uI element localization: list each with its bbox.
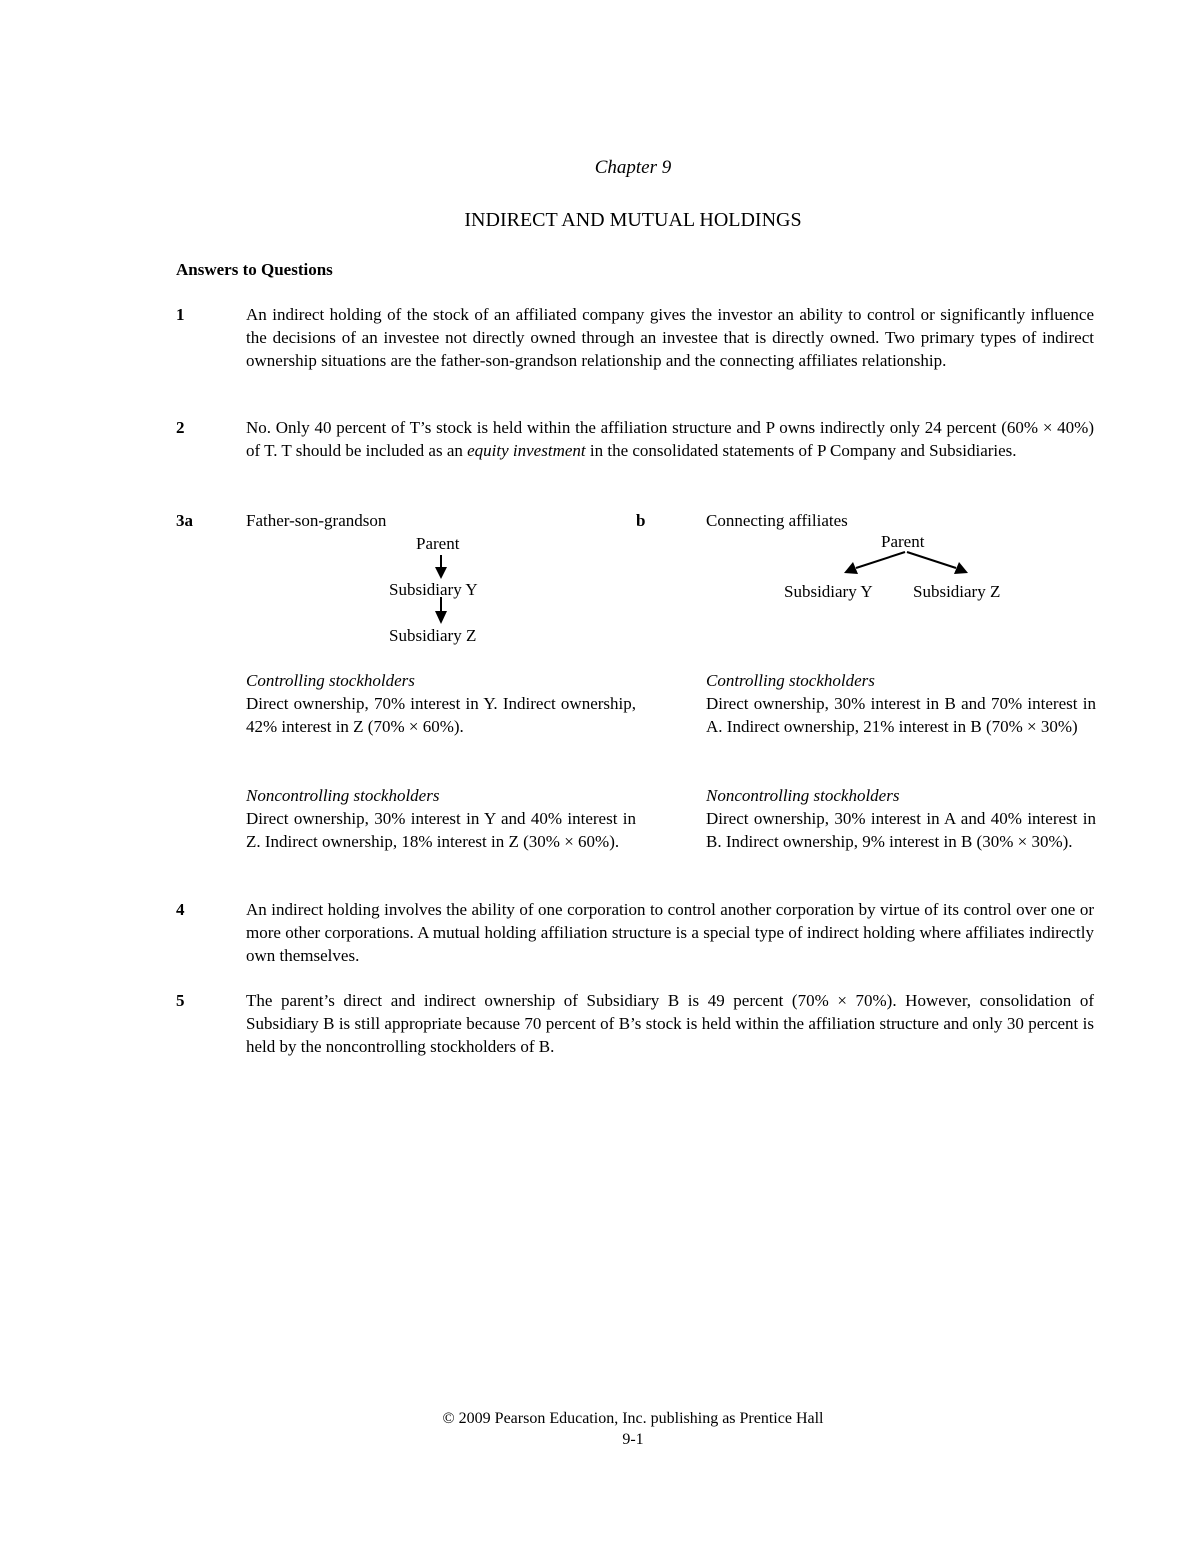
a-noncontrolling-text: Direct ownership, 30% interest in Y and 40% interest in Z. Indirect ownership, 18% interest in Z (30% × 60%). (246, 809, 636, 851)
arrow-line-parent-to-y (856, 552, 905, 568)
page-title: INDIRECT AND MUTUAL HOLDINGS (464, 209, 802, 231)
copyright-notice: © 2009 Pearson Education, Inc. publishing as Prentice Hall (442, 1410, 824, 1427)
b-noncontrolling-text: Direct ownership, 30% interest in A and 40% interest in B. Indirect ownership, 9% interest in B (30% × 30%). (706, 809, 1096, 851)
diagram-a-arrows (430, 552, 454, 632)
question-5-number: 5 (176, 991, 185, 1010)
diagram-b-parent: Parent (881, 532, 925, 551)
diagram-a-subsidiary-y: Subsidiary Y (389, 580, 478, 599)
section-heading: Answers to Questions (176, 260, 333, 279)
chapter-label: Chapter 9 (594, 157, 672, 178)
question-3b-label: Connecting affiliates (706, 511, 848, 530)
question-5-answer: The parent’s direct and indirect ownership of Subsidiary B is 49 percent (70% × 70%). However, consolidation of Subsidiary B is still appropriate because 70 percent of B’s stock is held within the affiliation structure and only 30 percent is held by the noncontrolling stockholders of B. (246, 991, 1094, 1056)
page-footer (0, 1408, 1200, 1450)
b-controlling-text: Direct ownership, 30% interest in B and 70% interest in A. Indirect ownership, 21% interest in B (70% × 30%) (706, 694, 1096, 736)
question-1-number: 1 (176, 305, 185, 324)
question-4-number: 4 (176, 900, 185, 919)
question-3b-number: b (636, 511, 646, 530)
diagram-a-subsidiary-z: Subsidiary Z (389, 626, 477, 645)
diagram-b-subsidiary-z: Subsidiary Z (913, 582, 1001, 601)
a-controlling-heading: Controlling stockholders (246, 671, 415, 690)
diagram-a-parent: Parent (416, 534, 460, 553)
question-1-answer: An indirect holding of the stock of an affiliated company gives the investor an ability to control or significantly influence the decisions of an investee not directly owned through an investee that is directly owned. Two primary types of indirect ownership situations are the father-son-grandson relationship and the connecting affiliates relationship. (246, 305, 1094, 370)
question-2-number: 2 (176, 418, 185, 437)
arrowhead-parent-to-z (954, 562, 968, 574)
question-2-text-end: in the consolidated statements of P Company and Subsidiaries. (585, 441, 1017, 460)
arrowhead-y-to-z (435, 611, 447, 624)
diagram-b-arrows (836, 548, 976, 578)
a-controlling-text: Direct ownership, 70% interest in Y. Indirect ownership, 42% interest in Z (70% × 60%). (246, 694, 636, 736)
a-noncontrolling-heading: Noncontrolling stockholders (246, 786, 440, 805)
arrowhead-parent-to-y (435, 567, 447, 579)
b-noncontrolling-heading: Noncontrolling stockholders (706, 786, 900, 805)
question-2-answer (246, 416, 1094, 462)
question-2-emphasis: equity investment (467, 441, 586, 460)
page-number: 9-1 (622, 1431, 644, 1448)
b-controlling-heading: Controlling stockholders (706, 671, 875, 690)
diagram-b-subsidiary-y: Subsidiary Y (784, 582, 873, 601)
question-2-text-start: No. Only 40 percent of T’s stock is held within the affiliation structure and P owns indirectly only 24 percent (60% × 40%) of T. T should be included as an (246, 418, 1094, 460)
question-3a-number: 3a (176, 511, 193, 530)
question-3a-label: Father-son-grandson (246, 511, 387, 530)
arrowhead-parent-to-y (844, 562, 858, 574)
question-4-answer: An indirect holding involves the ability of one corporation to control another corporation by virtue of its control over one or more other corporations. A mutual holding affiliation structure is a special type of indirect holding where affiliates indirectly own themselves. (246, 900, 1094, 965)
arrow-line-parent-to-z (907, 552, 956, 568)
